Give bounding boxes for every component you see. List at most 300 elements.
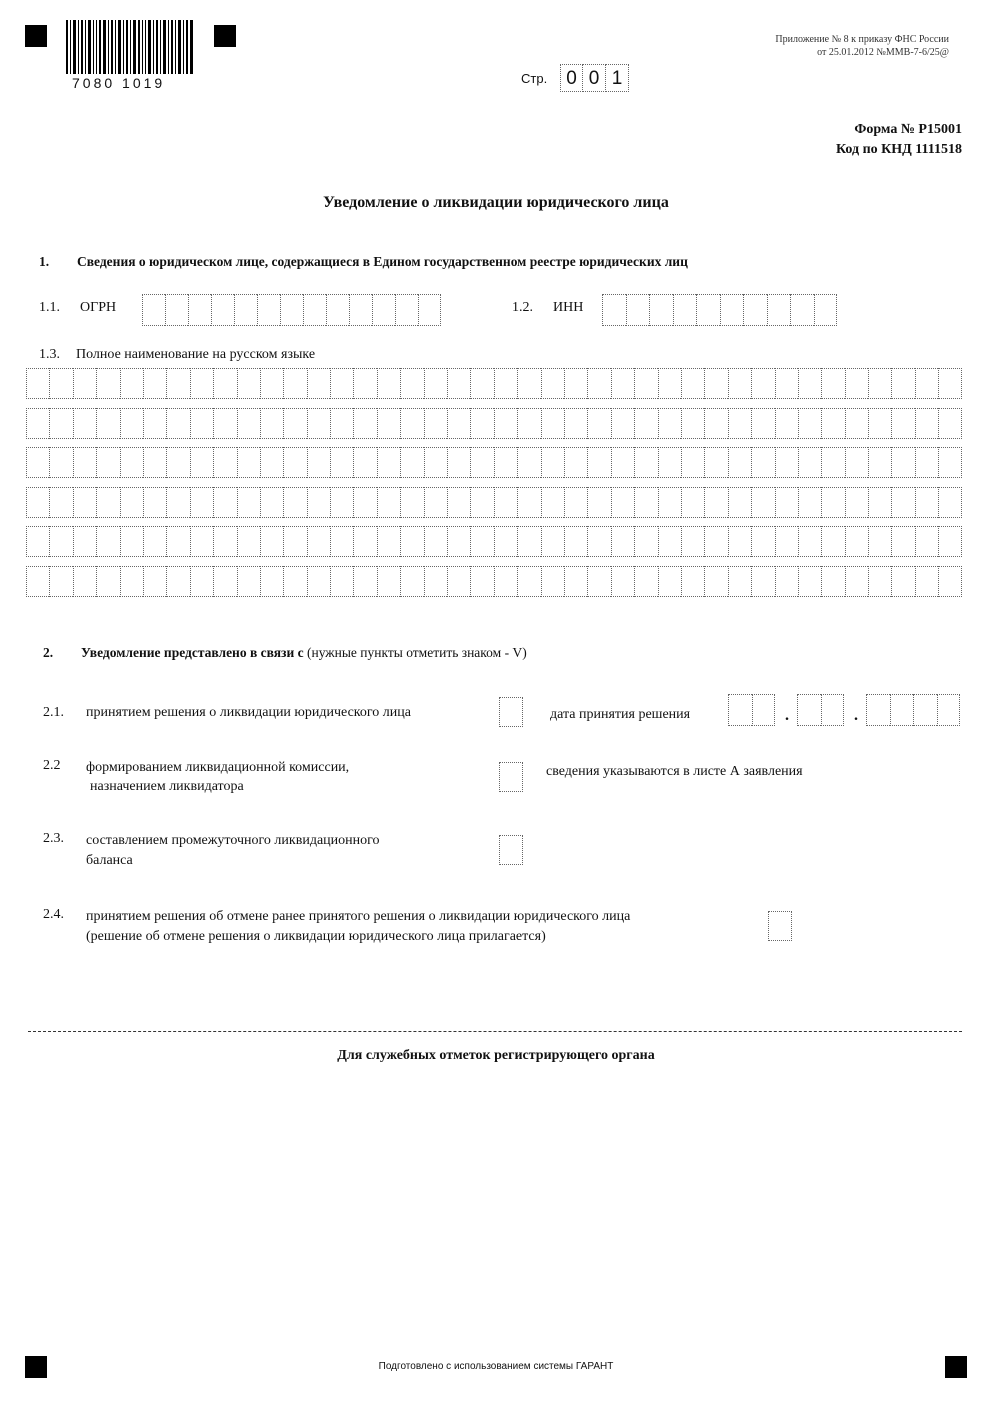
input-cell[interactable] [767,294,791,326]
input-cell[interactable] [658,526,681,557]
input-cell[interactable] [424,408,447,439]
input-cell[interactable] [73,487,96,518]
input-cell[interactable] [798,566,821,597]
input-cell[interactable] [728,526,751,557]
input-cell[interactable] [704,408,727,439]
input-cell[interactable] [743,294,767,326]
input-cell[interactable] [681,447,704,478]
input-cell[interactable] [564,368,587,399]
input-cell[interactable] [634,566,657,597]
input-cell[interactable] [728,566,751,597]
input-cell[interactable] [564,408,587,439]
item-2-2-checkbox[interactable] [499,762,523,792]
input-cell[interactable] [143,566,166,597]
input-cell[interactable] [400,447,423,478]
input-cell[interactable] [517,368,540,399]
input-cell[interactable] [400,408,423,439]
input-cell[interactable] [602,294,626,326]
input-cell[interactable] [260,408,283,439]
input-cell[interactable] [353,408,376,439]
input-cell[interactable] [96,408,119,439]
input-cell[interactable] [73,526,96,557]
input-cell[interactable] [720,294,744,326]
decision-year-input[interactable] [866,694,960,726]
input-cell[interactable] [845,487,868,518]
input-cell[interactable] [673,294,697,326]
input-cell[interactable] [377,368,400,399]
input-cell[interactable] [790,294,814,326]
input-cell[interactable] [728,447,751,478]
input-cell[interactable] [307,526,330,557]
input-cell[interactable] [188,294,211,326]
input-cell[interactable] [96,526,119,557]
input-cell[interactable] [213,447,236,478]
full-name-input-row[interactable] [26,526,962,557]
input-cell[interactable] [938,487,961,518]
input-cell[interactable] [260,487,283,518]
input-cell[interactable] [166,566,189,597]
input-cell[interactable] [494,447,517,478]
input-cell[interactable] [891,566,914,597]
input-cell[interactable] [447,487,470,518]
input-cell[interactable] [915,408,938,439]
input-cell[interactable] [395,294,418,326]
input-cell[interactable] [494,368,517,399]
input-cell[interactable] [280,294,303,326]
input-cell[interactable] [681,487,704,518]
input-cell[interactable] [752,694,776,726]
input-cell[interactable] [377,447,400,478]
input-cell[interactable] [587,566,610,597]
input-cell[interactable] [915,447,938,478]
input-cell[interactable] [845,566,868,597]
input-cell[interactable] [658,368,681,399]
input-cell[interactable] [49,408,72,439]
input-cell[interactable] [213,566,236,597]
input-cell[interactable] [798,368,821,399]
input-cell[interactable] [494,408,517,439]
input-cell[interactable] [26,408,49,439]
input-cell[interactable] [517,447,540,478]
input-cell[interactable] [915,487,938,518]
ogrn-input[interactable] [142,294,441,326]
input-cell[interactable] [330,526,353,557]
input-cell[interactable] [120,368,143,399]
input-cell[interactable] [611,526,634,557]
input-cell[interactable] [938,447,961,478]
input-cell[interactable] [541,408,564,439]
input-cell[interactable] [307,368,330,399]
input-cell[interactable] [821,526,844,557]
input-cell[interactable] [330,408,353,439]
input-cell[interactable] [190,566,213,597]
input-cell[interactable] [891,408,914,439]
input-cell[interactable] [868,447,891,478]
date-separator: . [854,707,858,724]
input-cell[interactable] [353,368,376,399]
input-cell[interactable] [470,408,493,439]
input-cell[interactable] [517,487,540,518]
input-cell[interactable] [470,566,493,597]
input-cell[interactable] [213,526,236,557]
input-cell[interactable] [190,447,213,478]
input-cell[interactable] [541,447,564,478]
input-cell[interactable] [626,294,650,326]
input-cell[interactable] [798,447,821,478]
input-cell[interactable] [237,526,260,557]
input-cell[interactable] [517,408,540,439]
input-cell[interactable] [283,447,306,478]
input-cell[interactable] [798,487,821,518]
input-cell[interactable] [517,526,540,557]
input-cell[interactable] [283,408,306,439]
input-cell[interactable] [143,447,166,478]
inn-input[interactable] [602,294,837,326]
input-cell[interactable] [424,368,447,399]
input-cell[interactable] [307,447,330,478]
input-cell[interactable] [96,447,119,478]
input-cell[interactable] [377,566,400,597]
input-cell[interactable] [330,487,353,518]
input-cell[interactable] [353,447,376,478]
inn-number: 1.2. [512,300,533,315]
input-cell[interactable] [283,566,306,597]
input-cell[interactable] [190,368,213,399]
decision-day-input[interactable] [728,694,775,726]
input-cell[interactable] [143,526,166,557]
input-cell[interactable] [681,368,704,399]
input-cell[interactable] [26,487,49,518]
input-cell[interactable] [372,294,395,326]
input-cell[interactable] [821,694,845,726]
input-cell[interactable] [937,694,961,726]
input-cell[interactable] [587,487,610,518]
input-cell[interactable] [190,408,213,439]
input-cell[interactable] [330,368,353,399]
input-cell[interactable] [728,368,751,399]
input-cell[interactable] [49,368,72,399]
input-cell[interactable] [891,447,914,478]
input-cell[interactable] [797,694,821,726]
input-cell[interactable] [96,368,119,399]
input-cell[interactable] [283,368,306,399]
input-cell[interactable] [26,368,49,399]
input-cell[interactable] [307,408,330,439]
input-cell[interactable] [891,526,914,557]
input-cell[interactable] [658,566,681,597]
input-cell[interactable] [400,566,423,597]
input-cell[interactable] [49,526,72,557]
input-cell[interactable] [166,447,189,478]
input-cell[interactable] [330,566,353,597]
input-cell[interactable] [447,408,470,439]
input-cell[interactable] [938,526,961,557]
input-cell[interactable] [190,487,213,518]
barcode-number: 7080 1019 [72,75,166,91]
input-cell[interactable] [494,526,517,557]
input-cell[interactable] [704,526,727,557]
input-cell[interactable] [26,526,49,557]
input-cell[interactable] [142,294,165,326]
input-cell[interactable] [564,487,587,518]
input-cell[interactable] [377,526,400,557]
input-cell[interactable] [49,447,72,478]
input-cell[interactable] [326,294,349,326]
input-cell[interactable] [166,368,189,399]
input-cell[interactable] [143,368,166,399]
input-cell[interactable] [283,526,306,557]
full-name-input-row[interactable] [26,408,962,439]
input-cell[interactable] [775,526,798,557]
input-cell[interactable] [237,408,260,439]
input-cell[interactable] [470,526,493,557]
input-cell[interactable] [775,566,798,597]
input-cell[interactable] [213,487,236,518]
input-cell[interactable] [283,487,306,518]
input-cell[interactable] [775,368,798,399]
input-cell[interactable] [541,368,564,399]
item-2-3-text-line: баланса [86,853,133,868]
section2-heading-bold: Уведомление представлено в связи с [81,645,304,660]
input-cell[interactable] [564,526,587,557]
input-cell[interactable] [868,526,891,557]
input-cell[interactable] [868,487,891,518]
input-cell[interactable] [658,408,681,439]
input-cell[interactable] [868,368,891,399]
input-cell[interactable] [257,294,280,326]
input-cell[interactable] [494,566,517,597]
input-cell[interactable] [891,487,914,518]
input-cell[interactable] [211,294,234,326]
input-cell[interactable] [915,566,938,597]
input-cell[interactable] [658,487,681,518]
input-cell[interactable] [377,408,400,439]
input-cell[interactable] [307,566,330,597]
input-cell[interactable] [634,408,657,439]
input-cell[interactable] [73,447,96,478]
input-cell[interactable] [611,408,634,439]
section1-heading: Сведения о юридическом лице, содержащиеся в Едином государственном реестре юридических лиц [77,254,688,269]
input-cell[interactable] [728,694,752,726]
input-cell[interactable] [213,368,236,399]
input-cell[interactable] [213,408,236,439]
full-name-input-row[interactable] [26,368,962,399]
input-cell[interactable] [611,487,634,518]
input-cell[interactable] [447,526,470,557]
input-cell[interactable] [237,487,260,518]
input-cell[interactable] [166,408,189,439]
input-cell[interactable] [845,526,868,557]
input-cell[interactable] [424,487,447,518]
input-cell[interactable] [353,566,376,597]
input-cell[interactable] [634,447,657,478]
input-cell[interactable] [120,566,143,597]
input-cell[interactable] [400,487,423,518]
input-cell[interactable] [868,566,891,597]
input-cell[interactable] [938,408,961,439]
input-cell[interactable] [400,368,423,399]
input-cell[interactable] [890,694,914,726]
input-cell[interactable] [447,368,470,399]
input-cell[interactable] [73,566,96,597]
input-cell[interactable] [728,487,751,518]
input-cell[interactable] [798,526,821,557]
input-cell[interactable] [260,566,283,597]
input-cell[interactable] [751,566,774,597]
input-cell[interactable] [541,566,564,597]
input-cell[interactable] [96,487,119,518]
input-cell[interactable] [728,408,751,439]
input-cell[interactable] [166,526,189,557]
input-cell[interactable] [611,447,634,478]
input-cell[interactable] [821,408,844,439]
input-cell[interactable] [237,566,260,597]
input-cell[interactable] [120,408,143,439]
input-cell[interactable] [814,294,838,326]
input-cell[interactable] [587,408,610,439]
input-cell[interactable] [821,566,844,597]
input-cell[interactable] [541,526,564,557]
input-cell[interactable] [751,408,774,439]
input-cell[interactable] [704,566,727,597]
input-cell[interactable] [494,487,517,518]
input-cell[interactable] [330,447,353,478]
full-name-input-row[interactable] [26,447,962,478]
input-cell[interactable] [751,447,774,478]
input-cell[interactable] [447,447,470,478]
input-cell[interactable] [166,487,189,518]
input-cell[interactable] [260,368,283,399]
input-cell[interactable] [26,447,49,478]
input-cell[interactable] [349,294,372,326]
input-cell[interactable] [307,487,330,518]
input-cell[interactable] [634,487,657,518]
input-cell[interactable] [49,487,72,518]
input-cell[interactable] [143,408,166,439]
item-2-3-checkbox[interactable] [499,835,523,865]
input-cell[interactable] [704,487,727,518]
input-cell[interactable] [400,526,423,557]
input-cell[interactable] [704,447,727,478]
input-cell[interactable] [913,694,937,726]
input-cell[interactable] [165,294,188,326]
input-cell[interactable] [96,566,119,597]
input-cell[interactable] [49,566,72,597]
input-cell[interactable] [447,566,470,597]
input-cell[interactable] [353,487,376,518]
input-cell[interactable] [634,526,657,557]
corner-marker-top-right [214,25,236,47]
cut-line-divider [28,1031,962,1032]
input-cell[interactable] [237,368,260,399]
input-cell[interactable] [775,447,798,478]
input-cell[interactable] [424,526,447,557]
input-cell[interactable] [775,408,798,439]
item-2-2-number: 2.2 [43,758,61,773]
input-cell[interactable] [681,566,704,597]
input-cell[interactable] [143,487,166,518]
input-cell[interactable] [681,526,704,557]
input-cell[interactable] [866,694,890,726]
input-cell[interactable] [891,368,914,399]
input-cell[interactable] [587,526,610,557]
input-cell[interactable] [234,294,257,326]
input-cell[interactable] [821,447,844,478]
input-cell[interactable] [260,447,283,478]
input-cell[interactable] [915,526,938,557]
input-cell[interactable] [611,368,634,399]
input-cell[interactable] [587,368,610,399]
input-cell[interactable] [260,526,283,557]
input-cell[interactable] [704,368,727,399]
knd-code: Код по КНД 1111518 [835,142,962,157]
form-identifier [836,120,962,160]
input-cell[interactable] [303,294,326,326]
input-cell[interactable] [845,447,868,478]
decision-month-input[interactable] [797,694,844,726]
input-cell[interactable] [470,368,493,399]
ogrn-number: 1.1. [39,300,60,315]
input-cell[interactable] [120,487,143,518]
input-cell[interactable] [73,368,96,399]
input-cell[interactable] [424,566,447,597]
input-cell[interactable] [418,294,441,326]
input-cell[interactable] [564,566,587,597]
input-cell[interactable] [377,487,400,518]
input-cell[interactable] [541,487,564,518]
input-cell[interactable] [751,368,774,399]
input-cell[interactable] [938,566,961,597]
input-cell[interactable] [470,487,493,518]
input-cell[interactable] [353,526,376,557]
input-cell[interactable] [424,447,447,478]
full-name-input-row[interactable] [26,566,962,597]
input-cell[interactable] [696,294,720,326]
item-2-1-checkbox[interactable] [499,697,523,727]
input-cell[interactable] [649,294,673,326]
date-separator: . [785,707,789,724]
full-name-input-row[interactable] [26,487,962,518]
input-cell[interactable] [868,408,891,439]
input-cell[interactable] [517,566,540,597]
input-cell[interactable] [190,526,213,557]
input-cell[interactable] [751,487,774,518]
input-cell[interactable] [120,526,143,557]
input-cell[interactable] [611,566,634,597]
input-cell[interactable] [470,447,493,478]
input-cell[interactable] [798,408,821,439]
input-cell[interactable] [915,368,938,399]
input-cell[interactable] [237,447,260,478]
input-cell[interactable] [821,487,844,518]
input-cell[interactable] [120,447,143,478]
input-cell[interactable] [73,408,96,439]
input-cell[interactable] [681,408,704,439]
input-cell[interactable] [587,447,610,478]
input-cell[interactable] [775,487,798,518]
item-2-2-note: сведения указываются в листе А заявления [546,764,803,779]
input-cell[interactable] [821,368,844,399]
input-cell[interactable] [564,447,587,478]
input-cell[interactable] [845,408,868,439]
item-2-4-checkbox[interactable] [768,911,792,941]
input-cell[interactable] [845,368,868,399]
input-cell[interactable] [658,447,681,478]
input-cell[interactable] [751,526,774,557]
input-cell[interactable] [938,368,961,399]
input-cell[interactable] [634,368,657,399]
input-cell[interactable] [26,566,49,597]
